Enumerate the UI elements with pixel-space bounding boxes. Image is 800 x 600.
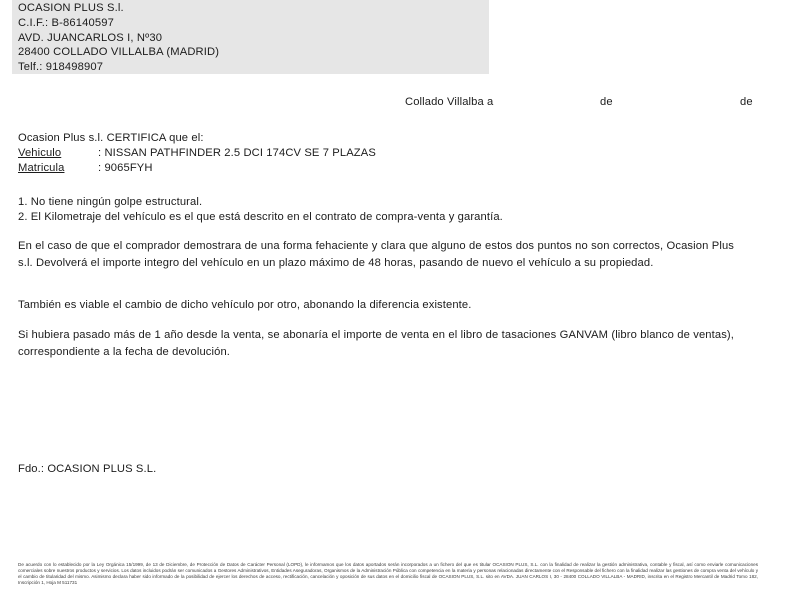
point-2: 2. El Kilometraje del vehículo es el que está descrito en el contrato de compra-venta y garantía. (18, 211, 503, 223)
company-cif: C.I.F.: B-86140597 (18, 16, 114, 29)
legal-footer: De acuerdo con lo establecido por la Ley Orgánica 15/1999, de 13 de Diciembre, de Protección de Datos de Carácter Personal (LOPD), le informamos que los datos aportados serán incorporados a un fichero del que es titular OCASION PLUS, S.L. con la finalidad de realizar la gestión administrativa, contable y fiscal, así como enviarle comunicaciones comerciales sobre nuestros productos y servicios. Los datos incluidos podrán ser comunicados a Gestores Administrativos, Entidades Aseguradoras, Organismos de la Administración Pública con competencia en la materia y personas relacionadas directamente con el Responsable del fichero con la finalidad realizar las gestiones de compra venta del vehículo y el cambio de titularidad del mismo. Asimismo declara haber sido informado de la posibilidad de ejercer los derechos de acceso, rectificación, cancelación y oposición de sus datos en el domicilio fiscal de OCASION PLUS, S.L. sito en AVDA. JUAN CARLOS I, 30 - 28400 COLLADO VILLALBA - MADRID, inscrita en el Registro Mercantil de Madrid Tomo 182, Inscripción 1, Hoja M 511731 (18, 562, 758, 585)
dateline-place: Collado Villalba a (405, 96, 494, 108)
paragraph-exchange: También es viable el cambio de dicho vehículo por otro, abonando la diferencia existente. (18, 299, 472, 311)
company-phone: Telf.: 918498907 (18, 61, 104, 74)
vehicle-label: Vehiculo (18, 147, 62, 159)
plate-label: Matricula (18, 162, 65, 174)
company-city: 28400 COLLADO VILLALBA (MADRID) (18, 46, 220, 59)
certify-intro: Ocasion Plus s.l. CERTIFICA que el: (18, 132, 204, 144)
vehicle-line (18, 147, 376, 160)
dateline-de-month: de (600, 96, 613, 108)
point-1: 1. No tiene ningún golpe estructural. (18, 196, 203, 208)
vehicle-value: : NISSAN PATHFINDER 2.5 DCI 174CV SE 7 PLAZAS (98, 147, 376, 159)
dateline-de-year: de (740, 96, 753, 108)
paragraph-ganvam: Si hubiera pasado más de 1 año desde la venta, se abonaría el importe de venta en el libro de tasaciones GANVAM (libro blanco de ventas), correspondiente a la fecha de devolución. (18, 329, 734, 358)
signature: Fdo.: OCASION PLUS S.L. (18, 463, 157, 475)
plate-value: : 9065FYH (98, 162, 153, 174)
company-address: AVD. JUANCARLOS I, Nº30 (18, 31, 163, 44)
company-info (18, 1, 219, 75)
plate-line (18, 162, 153, 175)
company-name: OCASION PLUS S.l. (18, 2, 124, 14)
paragraph-refund: En el caso de que el comprador demostrara de una forma fehaciente y clara que alguno de estos dos puntos no son correctos, Ocasion Plus s.l. Devolverá el importe integro del vehículo en un plazo máximo de 48 horas, pasando de nuevo el vehículo a su propiedad. (18, 240, 734, 269)
